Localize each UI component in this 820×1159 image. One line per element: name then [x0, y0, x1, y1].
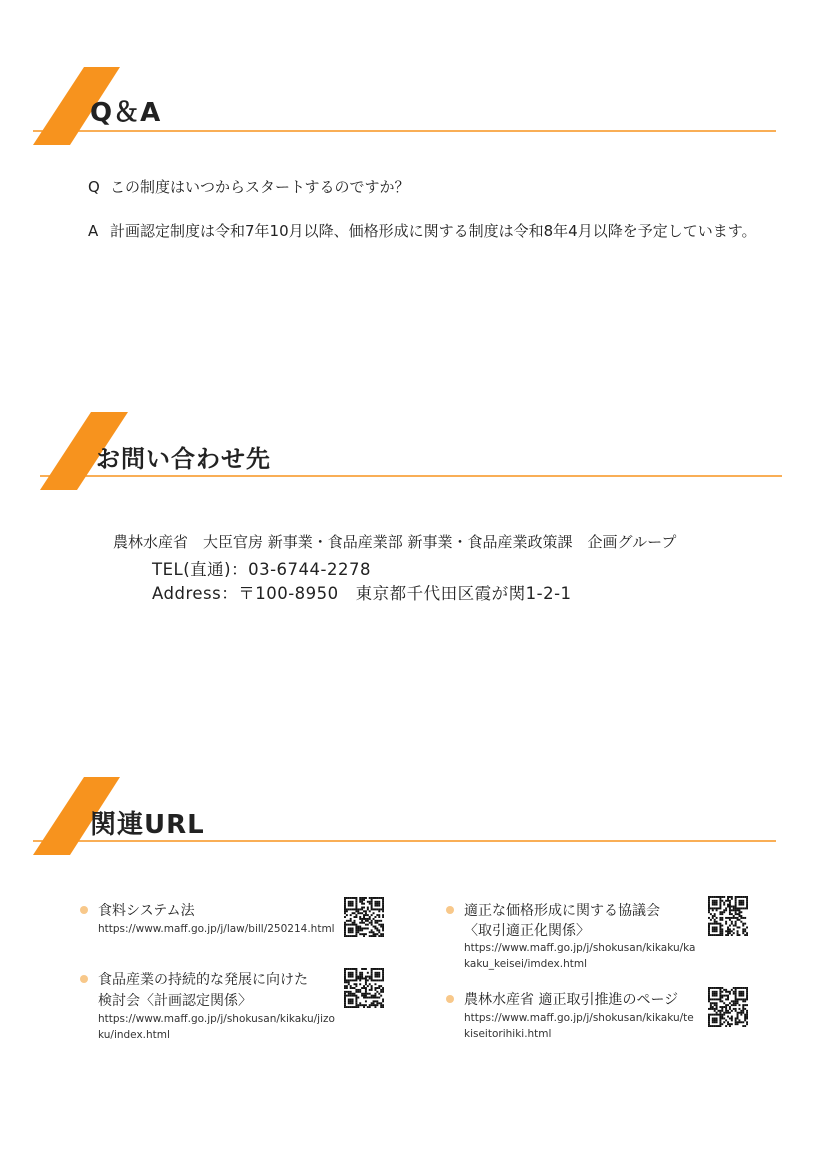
bullet-dot: [446, 906, 454, 914]
link-title-cont: 検討会〈計画認定関係〉: [98, 993, 252, 1009]
contact-tel: TEL(直通)：03-6744-2278: [152, 560, 371, 579]
answer-mark: A: [88, 222, 99, 240]
bullet-dot: [446, 995, 454, 1003]
qr-code-icon[interactable]: [708, 987, 748, 1027]
link-title: 食料システム法: [98, 903, 195, 919]
link-url-cont[interactable]: kiseitorihiki.html: [464, 1028, 552, 1040]
link-item-price-formation-council[interactable]: [446, 900, 756, 974]
links-section-header: [0, 772, 820, 862]
link-title-cont: 〈取引適正化関係〉: [464, 923, 590, 939]
contact-section-header: [0, 407, 820, 497]
link-item-food-industry-council[interactable]: [80, 969, 410, 1043]
question-row: [88, 176, 410, 197]
link-title: 農林水産省 適正取引推進のページ: [464, 992, 679, 1008]
link-url[interactable]: https://www.maff.go.jp/j/shokusan/kikaku/ka: [464, 942, 696, 954]
link-item-fair-trade-page[interactable]: [446, 989, 756, 1043]
qr-code-icon[interactable]: [344, 968, 384, 1008]
contact-address: Address：〒100-8950 東京都千代田区霞が関1-2-1: [152, 584, 572, 603]
link-url-cont[interactable]: kaku_keisei/imdex.html: [464, 958, 588, 970]
qr-code-icon[interactable]: [708, 896, 748, 936]
contact-organization: 農林水産省 大臣官房 新事業・食品産業部 新事業・食品産業政策課 企画グループ: [113, 533, 677, 551]
answer-row: [88, 220, 757, 241]
qr-code-icon[interactable]: [344, 897, 384, 937]
link-url[interactable]: https://www.maff.go.jp/j/shokusan/kikaku/jizo: [98, 1013, 335, 1025]
link-url[interactable]: https://www.maff.go.jp/j/law/bill/250214.html: [98, 923, 335, 935]
bullet-dot: [80, 975, 88, 983]
qa-heading: Q＆A: [90, 98, 162, 128]
qa-section-header: [0, 62, 820, 152]
link-title: 適正な価格形成に関する協議会: [464, 903, 660, 919]
link-title: 食品産業の持続的な発展に向けた: [98, 972, 308, 988]
link-url-cont[interactable]: ku/index.html: [98, 1029, 170, 1041]
bullet-dot: [80, 906, 88, 914]
contact-heading: お問い合わせ先: [96, 445, 271, 473]
question-text: この制度はいつからスタートするのですか？: [110, 178, 410, 196]
links-heading: 関連URL: [90, 810, 205, 840]
link-url[interactable]: https://www.maff.go.jp/j/shokusan/kikaku/te: [464, 1012, 694, 1024]
answer-text: 計画認定制度は令和7年10月以降、価格形成に関する制度は令和8年4月以降を予定しています。: [110, 222, 757, 240]
link-item-food-system-law[interactable]: [80, 900, 410, 940]
question-mark: Q: [88, 178, 100, 196]
